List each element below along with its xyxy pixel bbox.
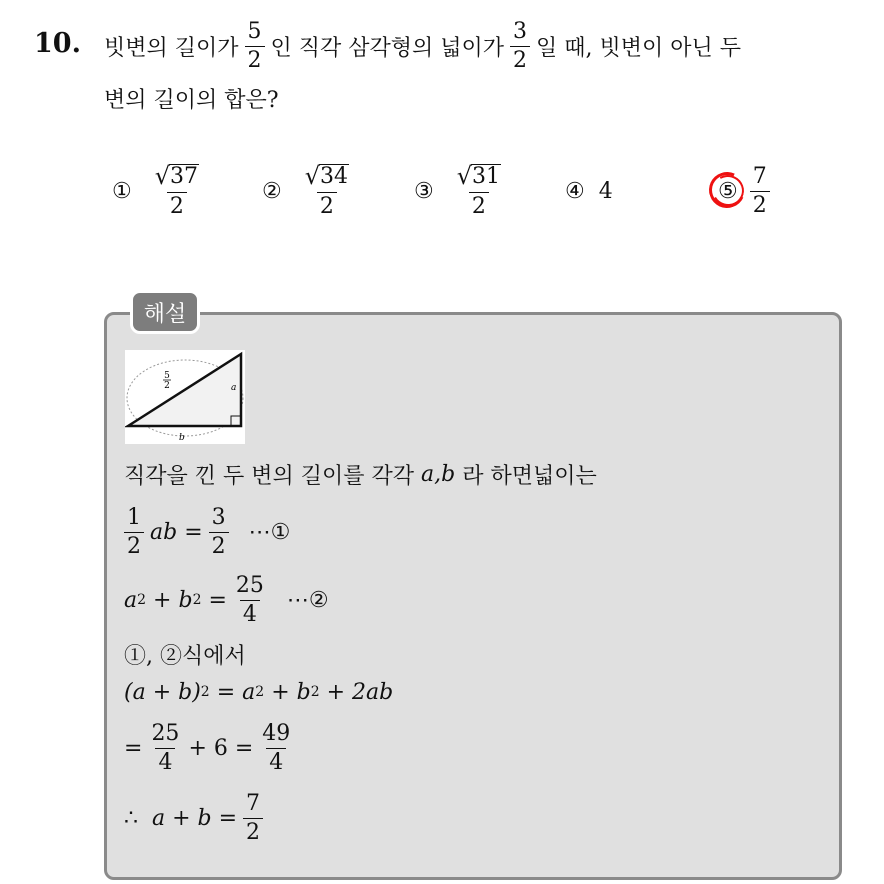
solution-line-4	[124, 636, 246, 672]
hypotenuse-fraction	[245, 18, 265, 73]
sqrt-sign: √ 37	[154, 162, 199, 190]
choice-fraction	[750, 163, 770, 218]
fraction-denominator: 2	[245, 46, 265, 72]
solution-text: 라 하면넓이는	[462, 463, 597, 489]
question-number: 10.	[34, 28, 81, 59]
radicand: 31	[472, 164, 501, 189]
question-line-1	[104, 18, 741, 74]
choice-label: ④	[565, 178, 585, 204]
solution-tab: 해설	[130, 290, 200, 334]
question-text-d: 변의 길이의 합은?	[104, 87, 279, 113]
choice-label: ①	[112, 178, 132, 204]
choice-label: ③	[414, 178, 434, 204]
radicand: 34	[320, 164, 349, 189]
equation-4: = $\frac{25}{4}$ + 6 = $\frac{49}{4}$	[124, 716, 299, 780]
choice-2[interactable]	[262, 156, 358, 226]
equation-ref: ⋯②	[286, 587, 329, 613]
fraction-denominator: 2	[167, 192, 187, 218]
choice-fraction	[152, 164, 202, 218]
question-text-a: 빗변의 길이가	[104, 35, 239, 61]
fraction-numerator: 5	[247, 18, 262, 44]
triangle	[128, 354, 241, 426]
question-line-2	[104, 76, 279, 120]
side-a-label: a	[231, 383, 237, 393]
choice-fraction	[302, 164, 352, 218]
fraction: $\frac{25}{4}$	[151, 720, 180, 775]
fraction: $\frac{3}{2}$	[209, 507, 229, 558]
equation-ref: ⋯①	[248, 519, 291, 545]
equation-2: a 2 + b 2 = $\frac{25}{4}$ ⋯②	[124, 572, 329, 627]
solution-text: 직각을 낀 두 변의 길이를 각각	[124, 463, 414, 489]
answer-choices	[0, 156, 884, 226]
equation-1	[124, 500, 290, 564]
fraction: $\frac{7}{2}$	[243, 793, 263, 844]
fraction-numerator: 3	[513, 18, 528, 44]
solution-line-1	[124, 456, 597, 492]
radicand: 37	[170, 164, 199, 189]
choice-label: ⑤	[718, 178, 738, 204]
choice-4[interactable]	[565, 156, 613, 226]
fraction: $\frac{49}{4}$	[262, 720, 291, 775]
solution-text: ①, ②식에서	[124, 643, 246, 669]
hypotenuse-label-den: 2	[164, 381, 170, 391]
choice-fraction	[454, 164, 504, 218]
fraction: $\frac{25}{4}$	[235, 572, 264, 627]
fraction-denominator: 2	[750, 191, 770, 217]
right-triangle-figure	[125, 350, 245, 444]
question-text-b: 인 직각 삼각형의 넓이가	[270, 35, 505, 61]
choice-5[interactable]	[718, 156, 776, 226]
question-text-c: 일 때, 빗변이 아닌 두	[536, 35, 742, 61]
fraction-denominator: 2	[317, 192, 337, 218]
sqrt-sign: √ 31	[456, 162, 501, 190]
equation-text: ab =	[150, 519, 203, 545]
choice-value: 4	[598, 178, 613, 204]
fraction: $\frac{1}{2}$	[124, 507, 144, 558]
sqrt-sign: √ 34	[304, 162, 349, 190]
fraction-denominator: 2	[510, 46, 530, 72]
side-b-label: b	[179, 433, 185, 443]
variables: a,b	[421, 461, 456, 487]
equation-3: (a + b) 2 = a 2 + b 2 + 2ab	[124, 679, 394, 705]
equation-5: ∴ a + b = $\frac{7}{2}$	[124, 786, 269, 850]
fraction-numerator: 7	[752, 163, 767, 189]
choice-label: ②	[262, 178, 282, 204]
hypotenuse-label-num: 5	[164, 371, 170, 381]
choice-1[interactable]	[112, 156, 208, 226]
choice-3[interactable]	[414, 156, 510, 226]
area-fraction	[510, 18, 530, 73]
fraction-denominator: 2	[469, 192, 489, 218]
